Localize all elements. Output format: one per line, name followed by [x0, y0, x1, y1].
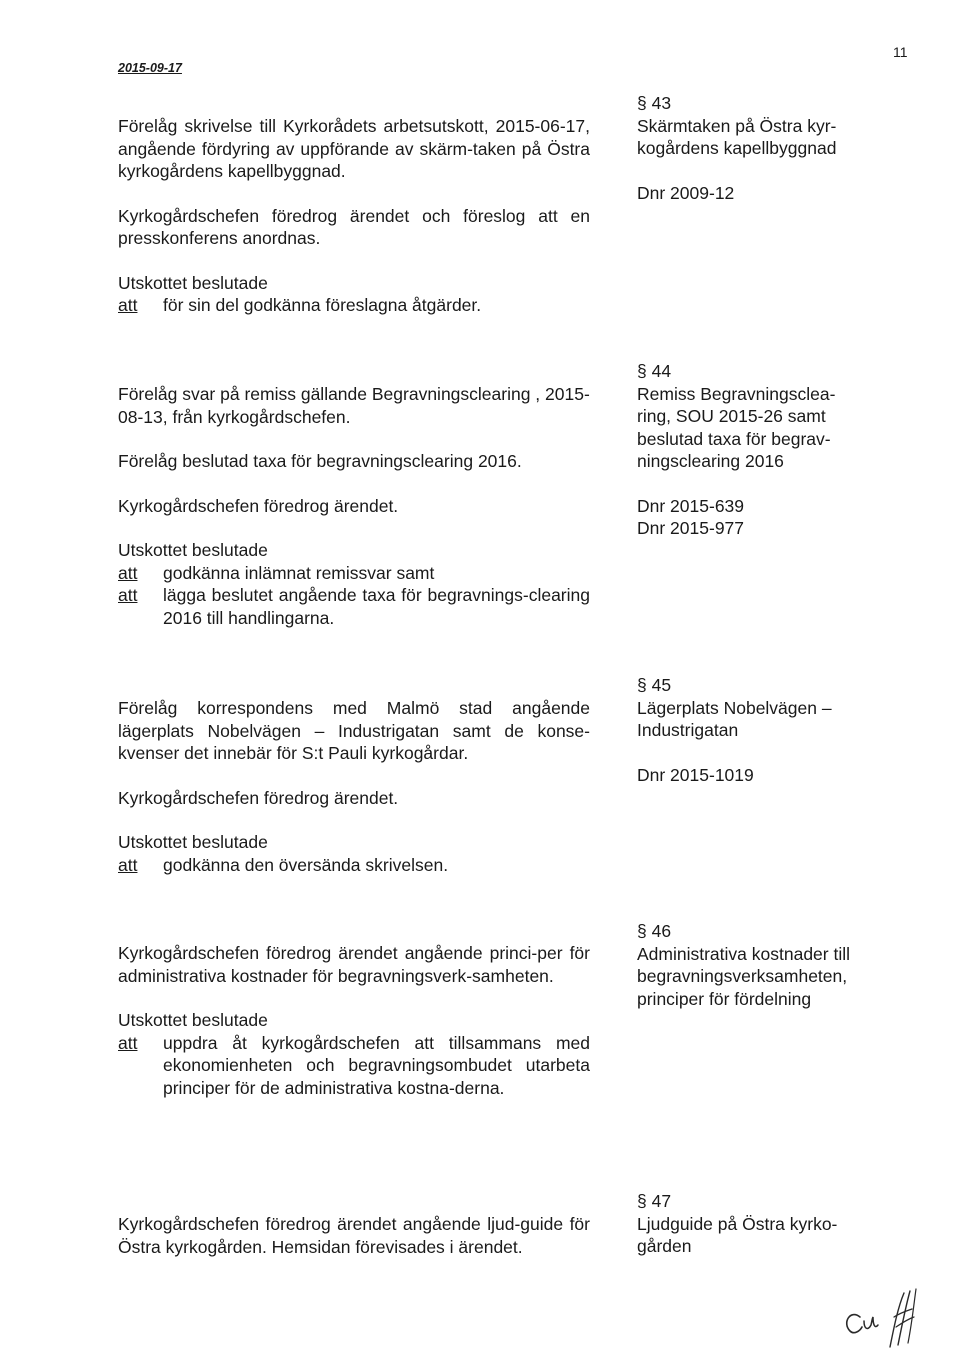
section-44-heading [637, 360, 892, 540]
section-43-heading [637, 92, 892, 204]
att-label: att [118, 854, 138, 875]
att-label: att [118, 562, 138, 583]
paragraph-number: § 47 [637, 1191, 672, 1211]
decision-intro: Utskottet beslutade [118, 272, 268, 293]
paragraph-number: § 44 [637, 361, 672, 381]
decision-row [118, 294, 590, 317]
decision-intro: Utskottet beslutade [118, 540, 268, 560]
section-title-line: Ljudguide på Östra kyrko- [637, 1213, 838, 1234]
decision-row [118, 562, 590, 585]
dnr-reference: Dnr 2015-1019 [637, 764, 754, 785]
decision-text: uppdra åt kyrkogårdschefen att tillsammans med ekonomienheten och begravningsombudet utarbeta principer för de administrativa kostna-derna. [163, 1032, 590, 1098]
section-43-paragraph: Kyrkogårdschefen föredrog ärendet och föreslog att en presskonferens anordnas. [118, 205, 590, 248]
section-title-line: begravningsverksamheten, [637, 966, 848, 986]
section-43-body [118, 115, 590, 317]
section-45-paragraph: Förelåg korrespondens med Malmö stad angående lägerplats Nobelvägen – Industrigatan samt de konse-kvenser det innebär för S:t Pauli kyrkogårdar. [118, 698, 590, 763]
decision-intro: Utskottet beslutade [118, 1010, 268, 1030]
dnr-reference: Dnr 2009-12 [637, 182, 735, 203]
section-46-body [118, 942, 590, 1099]
section-44-paragraph: Förelåg svar på remiss gällande Begravningsclearing , 2015-08-13, från kyrkogårdschefen. [118, 384, 590, 427]
section-47-body [118, 1213, 590, 1258]
section-46-heading [637, 920, 892, 1010]
att-label: att [118, 1032, 138, 1053]
section-44-paragraph: Kyrkogårdschefen föredrog ärendet. [118, 495, 399, 516]
paragraph-number: § 43 [637, 93, 672, 113]
section-44-body [118, 383, 590, 629]
paragraph-number: § 46 [637, 921, 672, 941]
decision-row [118, 584, 590, 629]
decision-text: godkänna inlämnat remissvar samt [163, 562, 435, 583]
section-44-paragraph: Förelåg beslutad taxa för begravningsclearing 2016. [118, 451, 522, 471]
att-label: att [118, 295, 138, 315]
decision-text: för sin del godkänna föreslagna åtgärder. [163, 295, 482, 315]
dnr-reference: Dnr 2015-977 [637, 518, 745, 538]
decision-text: lägga beslutet angående taxa för begravnings-clearing 2016 till handlingarna. [163, 585, 590, 628]
section-47-paragraph: Kyrkogårdschefen föredrog ärendet angående ljud-guide för Östra kyrkogården. Hemsidan förevisades i ärendet. [118, 1214, 590, 1257]
section-title-line: gården [637, 1236, 692, 1256]
section-45-body [118, 697, 590, 876]
decision-row [118, 1032, 590, 1100]
section-title-line: Industrigatan [637, 720, 739, 740]
section-title-line: principer för fördelning [637, 988, 812, 1009]
section-title-line: Administrativa kostnader till [637, 943, 850, 964]
page-number: 11 [893, 44, 908, 60]
decision-intro: Utskottet beslutade [118, 832, 268, 852]
section-46-paragraph: Kyrkogårdschefen föredrog ärendet angående princi-per för administrativa kostnader för begravningsverk-samheten. [118, 943, 590, 986]
section-title-line: Skärmtaken på Östra kyr- [637, 115, 837, 136]
section-title-line: ningsclearing 2016 [637, 451, 784, 471]
section-title-line: kogårdens kapellbyggnad [637, 138, 837, 158]
section-title-line: Remiss Begravningsclea- [637, 383, 836, 404]
section-title-line: beslutad taxa för begrav- [637, 428, 831, 449]
decision-row [118, 854, 590, 877]
section-43-paragraph: Förelåg skrivelse till Kyrkorådets arbetsutskott, 2015-06-17, angående fördyring av uppförande av skärm-taken på Östra kyrkogårdens kapellbyggnad. [118, 116, 590, 181]
section-title-line: ring, SOU 2015-26 samt [637, 406, 826, 426]
section-45-paragraph: Kyrkogårdschefen föredrog ärendet. [118, 787, 399, 808]
section-47-heading [637, 1190, 892, 1258]
paragraph-number: § 45 [637, 675, 672, 695]
decision-text: godkänna den översända skrivelsen. [163, 854, 449, 875]
section-45-heading [637, 674, 892, 786]
section-title-line: Lägerplats Nobelvägen – [637, 697, 832, 718]
dnr-reference: Dnr 2015-639 [637, 495, 745, 516]
handwritten-initials-signature [838, 1283, 938, 1353]
document-date: 2015-09-17 [118, 61, 182, 75]
att-label: att [118, 585, 138, 605]
